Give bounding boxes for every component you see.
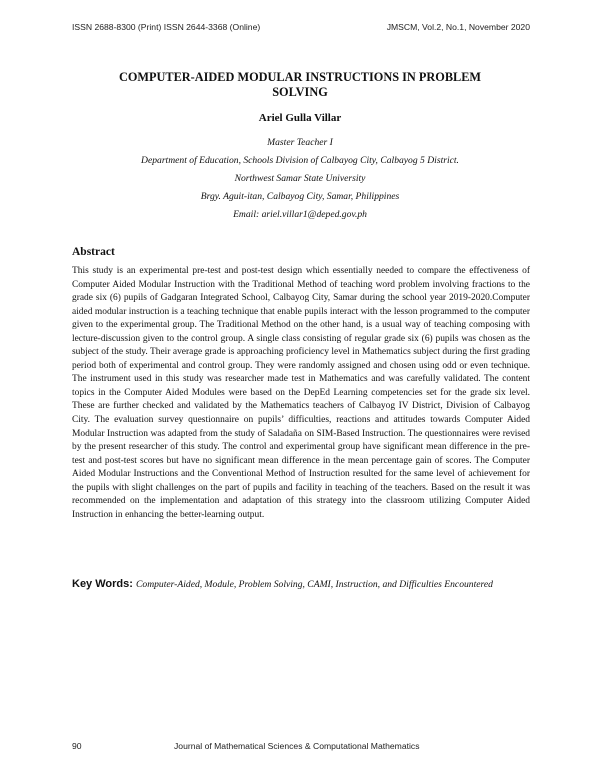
header-issn: ISSN 2688-8300 (Print) ISSN 2644-3368 (Online) [72, 22, 261, 32]
affiliation-department: Department of Education, Schools Division of Calbayog City, Calbayog 5 District. [141, 155, 459, 166]
keywords: Key Words: Computer-Aided, Module, Problem Solving, CAMI, Instruction, and Difficulties Encountered [72, 578, 493, 590]
affiliation-email: Email: ariel.villar1@deped.gov.ph [233, 209, 367, 220]
page-number: 90 [72, 741, 82, 751]
footer-journal-name: Journal of Mathematical Sciences & Computational Mathematics [174, 741, 420, 751]
affiliation-position: Master Teacher I [267, 137, 333, 148]
author-name: Ariel Gulla Villar [258, 112, 342, 124]
affiliation-address: Brgy. Aguit-itan, Calbayog City, Samar, Philippines [200, 191, 400, 202]
paper-title: COMPUTER-AIDED MODULAR INSTRUCTIONS IN PROBLEM SOLVING [118, 70, 482, 99]
header-journal-ref: JMSCM, Vol.2, No.1, November 2020 [386, 22, 530, 32]
keywords-label: Key Words [72, 578, 130, 590]
keywords-list: Computer-Aided, Module, Problem Solving, CAMI, Instruction, and Difficulties Encountered [136, 579, 493, 590]
abstract-body: This study is an experimental pre-test and post-test design which essentially needed to compare the effectiveness of Computer Aided Modular Instruction with the Traditional Method of teaching word problem involving fractions to the grade six (6) pupils of Gadgaran Integrated School, Calbayog City, Samar during the school year 2019-2020.Computer aided modular instruction is a teaching technique that enable pupils interact with the lesson programmed to the computer given to the experimental group. The Traditional Method on the other hand, is a usual way of teaching composing with lecture-discussion given to the control group. A single class consisting of regular grade six (6) pupils was chosen as the subject of the study. Their average grade is approaching proficiency level in Mathematics subject during the first grading period both of experimental and control group. They were randomly assigned and chosen using odd or even technique. The instrument used in this study was researcher made test in Mathematics and was carefully validated. The content topics in the Computer Aided Modules were based on the DepEd Learning competencies set for the grade six level. These are further checked and validated by the Mathematics teachers of Calbayog IV District, Division of Calbayog City. The evaluation survey questionnaire on pupils’ difficulties, reactions and attitudes towards Computer Aided Modular Instruction was adapted from the study of Saladaña on SIM-Based Instruction. The questionnaires were revised by the present researcher of this study. The control and experimental group have significant mean difference in the pre-test and post-test scores but have no significant mean difference in the mean percentage gain of scores. The Computer Aided Modular Instructions and the Conventional Method of Instruction resulted for the same level of achievement for the pupils with slight challenges on the part of pupils and facility in teaching of the teachers. Based on the result it was recommended on the implementation and adaptation of this strategy into the classroom utilizing Computer Aided Instruction in enhancing the better-learning output. [72, 266, 530, 520]
abstract-heading: Abstract [72, 246, 115, 258]
affiliation-university: Northwest Samar State University [234, 173, 366, 184]
